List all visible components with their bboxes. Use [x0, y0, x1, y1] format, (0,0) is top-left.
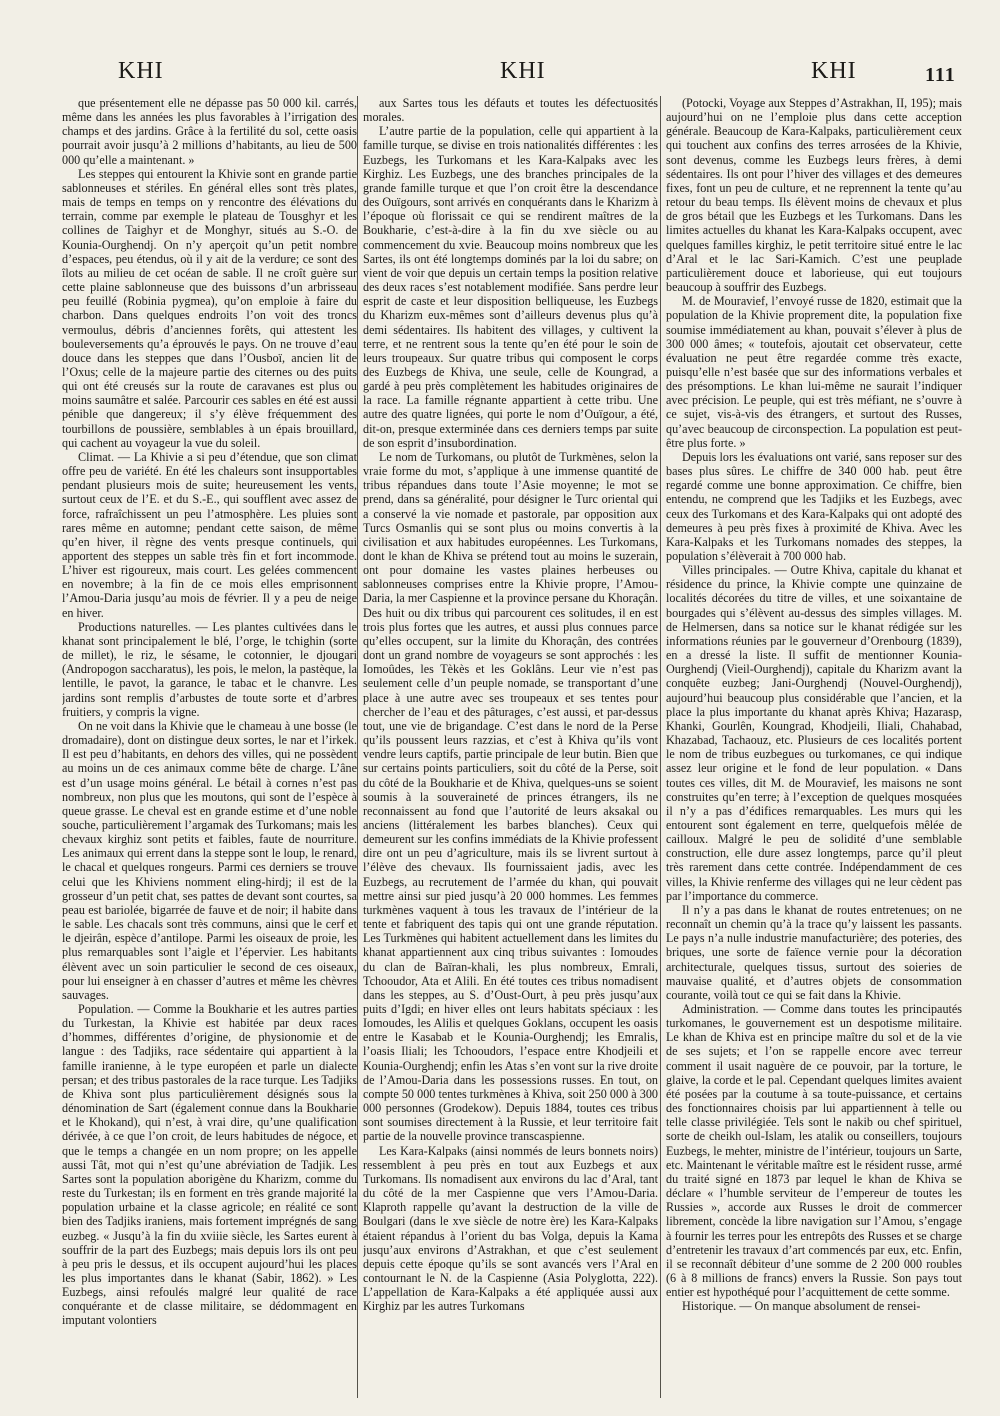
paragraph: Villes principales. — Outre Khiva, capitale du khanat et résidence du prince, la Khivie compte une quinzaine de localités décorées du titre de villes, et une soixantaine de bourgades qui s’élèvent au-dessus des simples villages. M. de Helmersen, dans sa notice sur le khanat rédigée sur les informations réunies par le gouverneur d’Orenbourg (1839), en a dressé la liste. Il suffit de mentionner Kounia-Ourghendj (Vieil-Ourghendj), capitale du Kharizm avant la conquête euzbeg; Jani-Ourghendj (Nouvel-Ourghendj), aujourd’hui beaucoup plus considérable que l’ancien, et la place la plus importante du khanat après Khiva; Hazarasp, Khanki, Gourlên, Koungrad, Khodjeili, Iliali, Chahabad, Khazabad, Tachaouz, etc. Plusieurs de ces localités portent le nom de tribus euzbegues ou turkomanes, ce qui indique assez leur origine et le fond de leur population. « Dans toutes ces villes, dit M. de Mouravief, les maisons ne sont construites qu’en terre; à l’exception de quelques mosquées il n’y a pas d’édifices remarquables. Les murs qui les entourent sont également en terre, quelquefois mêlée de cailloux. Malgré le peu de solidité d’une semblable construction, elle dure assez longtemps, parce qu’il pleut très rarement dans cette contrée. Indépendamment de ces villes, la Khivie renferme des villages qui ne leur cèdent pas par l’importance du commerce.	[666, 563, 962, 903]
paragraph: Il n’y a pas dans le khanat de routes entretenues; on ne reconnaît un chemin qu’à la trace qu’y laissent les passants. Le pays n’a nulle industrie manufacturière; des poteries, des briques, une sorte de faïence vernie pour la décoration architecturale, quelques tissus, surtout des soieries de mauvaise qualité, et d’autres objets de consommation courante, voilà tout ce qui se fait dans la Khivie.	[666, 902, 962, 1002]
paragraph: (Potocki, Voyage aux Steppes d’Astrakhan, II, 195); mais aujourd’hui on ne l’emploie plus dans cette acception générale. Beaucoup de Kara-Kalpaks, particulièrement ceux qui touchent aux confins des terres arrosées de la Khivie, sont devenus, comme les Euzbegs leurs frères, à demi sédentaires. Ils ont pour l’hiver des villages et des demeures fixes, font un peu de culture, et ne reprennent la tente qu’au retour du beau temps. Ils élèvent moins de chevaux et plus de gros bétail que les Euzbegs et les Turkomans. Dans les limites actuelles du khanat les Kara-Kalpaks occupent, avec quelques familles kirghiz, le petit territoire situé entre le lac d’Aral et le lac Sari-Kamich. C’est une peuplade particulièrement douce et laborieuse, qui eut toujours beaucoup à souffrir des Euzbegs.	[666, 96, 962, 295]
running-header	[0, 58, 1000, 92]
text-column-1	[62, 96, 357, 1396]
paragraph: Le nom de Turkomans, ou plutôt de Turkmènes, selon la vraie forme du mot, s’applique à une immense quantité de tribus répandues dans toute l’Asie moyenne; le mot se prend, dans sa généralité, pour désigner le Turc oriental qui a conservé la vie nomade et pastorale, par opposition aux Turcs Osmanlis qui se sont plus ou moins convertis à la civilisation et aux habitudes européennes. Les Turkomans, dont le khan de Khiva se prétend tout au moins le suzerain, ont pour domaine les vastes plaines herbeuses ou sablonneuses comprises entre la Khivie propre, l’Amou-Daria, la mer Caspienne et la province persane du Khoraçân. Des huit ou dix tribus qui parcourent ces solitudes, il en est trois plus fortes que les autres, et aussi plus connues parce qu’elles occupent, sur la limite du Khoraçân, des contrées dont un grand nombre de voyageurs se sont approchés : les Iomoûdes, les Tèkès et les Goklâns. Leur vie n’est pas seulement celle d’un peuple nomade, se transportant d’une place à une autre avec ses troupeaux et ses tentes pour chercher de l’eau et des pâturages, c’est aussi, et par-dessus tout, une vie de brigandage. C’est dans le nord de la Perse qu’ils poussent leurs razzias, et c’est à Khiva qu’ils vont vendre leurs captifs, partie principale de leur butin. Bien que sur certains points particuliers, soit du côté de la Perse, soit du côté de la Boukharie et de Khiva, quelques-uns se soient soumis à la souveraineté de princes étrangers, ils ne reconnaissent au fond que l’autorité de leurs aksakal ou anciens (littéralement les barbes blanches). Ceux qui demeurent sur les confins immédiats de la Khivie professent dire ont un peu d’agriculture, mais ils se livrent surtout à l’élève des chevaux. Ils fournissaient jadis, avec les Euzbegs, au recrutement de l’armée du khan, qui pouvait mettre ainsi sur pied jusqu’à 20 000 hommes. Les femmes turkmènes vaquent à tous les travaux de l’intérieur de la tente et fabriquent des tapis qui ont une grande réputation. Les Turkmènes qui habitent actuellement dans les limites du khanat appartiennent aux cinq tribus suivantes : Iomoudes du clan de Baïran-khali, les plus nombreux, Emrali, Tchooudor, Ata et Alili. En été toutes ces tribus nomadisent dans les steppes, au S. d’Oust-Ourt, à peu près jusqu’aux puits d’Igdi; en hiver elles ont leurs habitats spéciaux : les Iomoudes, les Alilis et quelques Goklans, occupent les oasis entre le Kasabab et le Kounia-Ourghendj; les Emralis, l’oasis Iliali; les Tchooudors, l’espace entre Khodjeili et Kounia-Ourghendj; enfin les Atas s’en vont sur la rive droite de l’Amou-Daria dans les possessions russes. En tout, on compte 50 000 tentes turkmènes à Khiva, soit 250 000 à 300 000 personnes (Grodekow). Depuis 1884, toutes ces tribus sont soumises directement à la Russie, et leur territoire fait partie de la nouvelle province transcaspienne.	[363, 449, 658, 1144]
page-number: 111	[925, 64, 956, 86]
paragraph: aux Sartes tous les défauts et toutes les défectuosités morales.	[363, 96, 658, 125]
paragraph: Depuis lors les évaluations ont varié, sans reposer sur des bases plus sûres. Le chiffre de 340 000 hab. peut être regardé comme une bonne approximation. Ce chiffre, bien entendu, ne comprend que les Tadjiks et les Euzbegs, avec ceux des Turkomans et des Kara-Kalpaks qui ont adopté des demeures à peu près fixes à proximité de Khiva. Avec les Kara-Kalpaks et les Turkomans nomades des steppes, la population s’élèverait à 700 000 hab.	[666, 449, 962, 563]
paragraph: On ne voit dans la Khivie que le chameau à une bosse (le dromadaire), dont on distingue deux sortes, le nar et l’irkek. Il est peu d’habitants, en dehors des villes, qui ne possèdent au moins un de ces animaux comme bête de charge. L’âne est d’un usage moins général. Le bétail à cornes n’est pas nombreux, non plus que les moutons, qui sont de l’espèce à queue grasse. Le cheval est en grande estime et d’une noble souche, particulièrement l’argamak des Turkomans; mais les chevaux kirghiz sont petits et faibles, faute de nourriture. Les animaux qui errent dans la steppe sont le loup, le renard, le chacal et quelques rongeurs. Parmi ces derniers se trouve celui que les Khiviens nomment eling-hirdj; il est de la grosseur d’un petit chat, ses pattes de devant sont courtes, sa peau est bariolée, bigarrée de fauve et de noir; il habite dans le sable. Les chacals sont très communs, ainsi que le cerf et le djeirân, espèce d’antilope. Parmi les oiseaux de proie, les plus remarquables sont l’aigle et l’épervier. Les habitants élèvent avec un soin particulier le second de ces oiseaux, pour lui enseigner à en chasser d’autres et même les chèvres sauvages.	[62, 718, 357, 1002]
paragraph: Historique. — On manque absolument de rensei-	[682, 1299, 921, 1314]
paragraph: Climat. — La Khivie a si peu d’étendue, que son climat offre peu de variété. En été les chaleurs sont insupportables pendant plusieurs mois de suite; heureusement les vents, surtout ceux de l’E. et du S.-E., qui soufflent avec assez de force, rafraîchissent un peu l’atmosphère. Les pluies sont rares même en automne; pendant cette saison, de même qu’en hiver, il règne des vents presque continuels, qui apportent des steppes un sable très fin et fort incommode. L’hiver est rigoureux, mais court. Les gelées commencent en novembre; à la fin de ce mois elles emprisonnent l’Amou-Daria jusqu’au mois de février. Il y a peu de neige en hiver.	[62, 449, 357, 620]
paragraph: Population. — Comme la Boukharie et les autres parties du Turkestan, la Khivie est habitée par deux races d’hommes, différentes d’origine, de physionomie et de langue : des Tadjiks, race sédentaire qui appartient à la famille iranienne, à le type européen et parle un dialecte persan; et des tribus pastorales de la race turque. Les Tadjiks de Khiva sont plus particulièrement désignés sous la dénomination de Sart (également connue dans la Boukharie et le Khokand), qui n’est, à vrai dire, qu’une qualification dérivée, à ce que l’on croit, de leurs habitudes de négoce, et que le temps a changée en un nom propre; on les appelle aussi Tât, mot qui n’est qu’une abréviation de Tadjik. Les Sartes sont la population aborigène du Kharizm, comme du reste du Turkestan; ils en forment en très grande majorité la population urbaine et la classe agricole; en réalité ce sont bien des Tadjiks iraniens, mais fortement imprégnés de sang euzbeg. « Jusqu’à la fin du xviiie siècle, les Sartes eurent à souffrir de la part des Euzbegs; mais depuis lors ils ont peu à peu pris le dessus, et ils occupent aujourd’hui les places les plus importantes dans le khanat (Sabir, 1862). » Les Euzbegs, ainsi refoulés malgré leur qualité de race conquérante et de classe militaire, se dédommagent en imputant volontiers	[62, 1002, 357, 1328]
text-column-3	[666, 96, 962, 1396]
paragraph: L’autre partie de la population, celle qui appartient à la famille turque, se divise en trois nationalités différentes : les Euzbegs, les Turkomans et les Kara-Kalpaks avec les Kirghiz. Les Euzbegs, une des branches principales de la grande famille turque et que l’on croit être la descendance des Ouïgours, sont arrivés en conquérants dans le Kharizm à l’époque où florissait ce qui se rendirent maîtres de la Boukharie, c’est-à-dire à la fin du xve siècle ou au commencement du xvie. Beaucoup moins nombreux que les Sartes, ils ont été longtemps dominés par la loi du sabre; on vient de voir que depuis un certain temps la position relative des deux races s’est notablement modifiée. Sans perdre leur esprit de caste et leur disposition belliqueuse, les Euzbegs du Kharizm eux-mêmes sont d’ailleurs devenus plus qu’à demi sédentaires. Ils habitent des villages, y cultivent la terre, et ne rentrent sous la tente qu’en été pour le soin de leurs troupeaux. Sur quatre tribus qui composent le corps des Euzbegs de Khiva, une seule, celle de Koungrad, a gardé à peu près complètement les habitudes originaires de la race. La famille régnante appartient à cette tribu. Une autre des quatre lignées, qui porte le nom d’Ouïgour, a été, dit-on, presque exterminée dans ces derniers temps par suite de son esprit d’insubordination.	[363, 124, 658, 450]
paragraph: Administration. — Comme dans toutes les principautés turkomanes, le gouvernement est un despotisme militaire. Le khan de Khiva est en principe maître du sol et de la vie de ses sujets; et l’on se rappelle encore avec terreur comment il usait naguère de ce pouvoir, par la torture, le glaive, la corde et le pal. Cependant quelques limites avaient été posées par la coutume à sa toute-puissance, et certains des fonctionnaires choisis par lui appartiennent à telle ou telle classe privilégiée. Tels sont le nakib ou chef spirituel, sorte de cheikh oul-Islam, les atalik ou conseillers, toujours Euzbegs, le mehter, ministre de l’intérieur, toujours un Sarte, etc. Maintenant le véritable maître est le résident russe, armé du traité signé en 1873 par lequel le khan de Khiva se déclare « l’humble serviteur de l’empereur de toutes les Russies », accorde aux Russes le droit de commercer librement, concède la libre navigation sur l’Amou, s’engage à fournir les terres pour les entrepôts des Russes et se charge d’entretenir les travaux d’art commencés par eux, etc. Enfin, il se reconnaît débiteur d’une somme de 2 200 000 roubles (6 à 8 millions de francs) envers la Russie. Son pays tout entier est hypothéqué pour l’acquittement de cette somme.	[666, 1002, 962, 1300]
column-divider	[357, 96, 358, 1398]
paragraph: Productions naturelles. — Les plantes cultivées dans le khanat sont principalement le blé, l’orge, le tchighin (sorte de millet), le riz, le sésame, le cotonnier, le djougari (Andropogon saccharatus), les pois, le melon, la pastèque, la lentille, le pavot, la garance, le tabac et le chanvre. Les jardins sont remplis d’arbustes de toute sorte et d’arbres fruitiers, y compris la vigne.	[62, 619, 357, 719]
header-center-word: KHI	[500, 58, 546, 84]
header-left-word: KHI	[118, 58, 164, 84]
text-column-2	[363, 96, 658, 1396]
paragraph: Les steppes qui entourent la Khivie sont en grande partie sablonneuses et stériles. En général elles sont très plates, mais de temps en temps on y rencontre des élévations du terrain, comme par exemple le plateau de Tousghyr et les collines de Taighyr et de Monghyr, situés au S.-O. de Kounia-Ourghendj. On n’y aperçoit qu’un petit nombre d’espaces, peu étendus, où il y ait de la verdure; ce sont des îlots au milieu de cet océan de sable. Il ne croît guère sur cette plaine sablonneuse que des buissons d’un arbrisseau peu feuillé (Robinia pygmea), qu’on emploie à faire du charbon. Dans quelques endroits l’on voit des troncs vermoulus, débris d’anciennes forêts, qui attestent les bouleversements qu’a éprouvés le pays. On ne trouve d’eau douce dans les steppes que dans l’Ousboï, ancien lit de l’Oxus; celle de la majeure partie des citernes ou des puits qui ont été creusés sur la route de caravanes est plus ou moins saumâtre et salée. Parcourir ces sables en été est aussi pénible que dangereux; il s’y élève fréquemment des tourbillons de poussière, semblables à un épais brouillard, qui cachent au voyageur la vue du soleil.	[62, 166, 357, 450]
paragraph: M. de Mouravief, l’envoyé russe de 1820, estimait que la population de la Khivie proprement dite, la population fixe soumise immédiatement au khan, pouvait s’élever à plus de 300 000 âmes; « toutefois, ajoutait cet observateur, cette évaluation ne peut être regardée comme très exacte, puisqu’elle n’est basée que sur des informations verbales et des présomptions. Le khan lui-même ne saurait l’indiquer avec précision. Le peuple, qui est très méfiant, ne s’ouvre à ce sujet, vis-à-vis des étrangers, et surtout des Russes, qu’avec beaucoup de circonspection. La population est peut-être plus forte. »	[666, 294, 962, 450]
header-right-word: KHI	[811, 58, 857, 84]
paragraph: que présentement elle ne dépasse pas 50 000 kil. carrés, même dans les années les plus favorables à l’irrigation des champs et des jardins. Grâce à la fertilité du sol, cette oasis pourrait avoir jusqu’à 2 millions d’habitants, au lieu de 500 000 qu’elle a maintenant. »	[62, 96, 357, 167]
column-divider	[660, 96, 661, 1398]
paragraph: Les Kara-Kalpaks (ainsi nommés de leurs bonnets noirs) ressemblent à peu près en tout aux Euzbegs et aux Turkomans. Ils nomadisent aux environs du lac d’Aral, tant du côté de la mer Caspienne que vers l’Amou-Daria. Klaproth rappelle qu’avant la destruction de la ville de Boulgari (dans le xve siècle de notre ère) les Kara-Kalpaks étaient répandus à l’orient du bas Volga, depuis la Kama jusqu’aux environs d’Astrakhan, et que c’est seulement depuis cette époque qu’ils se sont avancés vers l’Aral en contournant le N. de la Caspienne (Asia Polyglotta, 222). L’appellation de Kara-Kalpaks a été appliquée aussi aux Kirghiz par les autres Turkomans	[363, 1143, 658, 1314]
